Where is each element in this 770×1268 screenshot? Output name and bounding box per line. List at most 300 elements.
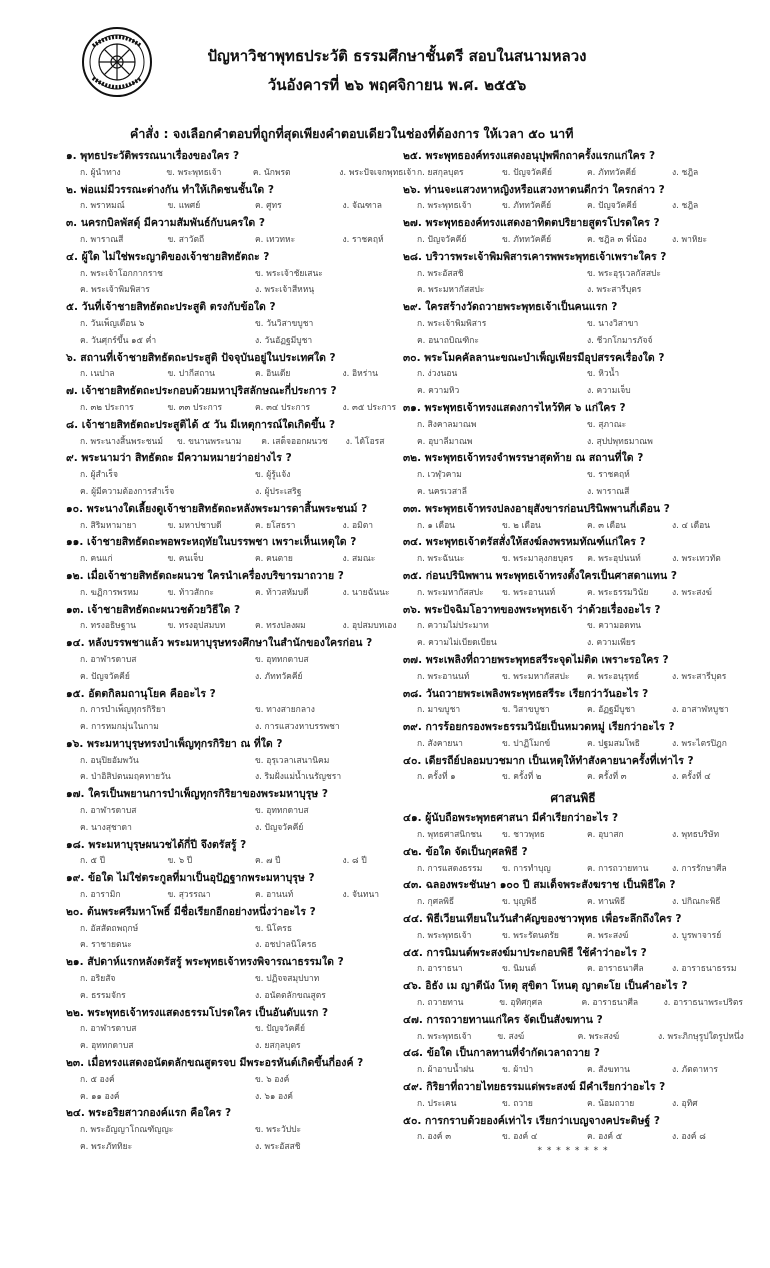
answer-option[interactable]: ง. ราชคฤห์	[342, 234, 384, 245]
answer-option[interactable]: ก. กุศลพิธี	[417, 897, 455, 908]
answer-option[interactable]: ก. อัสสัตถพฤกษ์	[80, 923, 139, 934]
answer-option[interactable]: ค. พระอนุรุทธ์	[587, 671, 640, 682]
question-text: ๒๖. ท่านจะแสวงหาหญิงหรือแสวงหาตนดีกว่า ใครกล่าว ?	[403, 183, 665, 196]
answer-option[interactable]: ง. บูรพาจารย์	[672, 930, 722, 941]
options-row	[66, 1122, 416, 1139]
options-row	[403, 928, 743, 945]
answer-option[interactable]: ค. สังฆทาน	[587, 1065, 630, 1076]
answer-option[interactable]: ก. ประเคน	[417, 1098, 457, 1109]
answer-option[interactable]: ข. คนเจ็บ	[167, 554, 204, 565]
answer-option[interactable]: ง. ได้โอรส	[345, 436, 385, 447]
answer-option[interactable]: ก. ผู้นำทาง	[80, 167, 121, 178]
answer-option[interactable]: ค. พระภัททิยะ	[80, 1142, 133, 1153]
question-text: ๓๕. ก่อนปรินิพพาน พระพุทธเจ้าทรงตั้งใครเป็นศาสดาแทน ?	[403, 569, 677, 582]
options-row	[66, 702, 416, 719]
answer-option[interactable]: ก. ปัญจวัคคีย์	[417, 234, 467, 245]
options-row	[66, 1021, 416, 1038]
question-text: ๔๓. ฉลองพระชันษา ๑๐๐ ปี สมเด็จพระสังฆราช เป็นพิธีใด ?	[403, 879, 676, 892]
options-row	[66, 769, 416, 786]
answer-option[interactable]: ข. พระมหากัสสปะ	[502, 671, 570, 682]
answer-option[interactable]: ก. พระอัญญาโกณฑัญญะ	[80, 1125, 174, 1136]
answer-option[interactable]: ค. ราชายตนะ	[80, 940, 132, 951]
answer-option[interactable]: ก. พระเจ้าพิมพิสาร	[417, 318, 487, 329]
options-row	[66, 719, 416, 736]
answer-option[interactable]: ง. ผู้ประเสริฐ	[255, 486, 302, 497]
question-text: ๓๖. พระปัจฉิมโอวาทของพระพุทธเจ้า ว่าด้วยเรื่องอะไร ?	[403, 603, 661, 616]
options-row	[66, 366, 416, 383]
answer-option[interactable]: ง. อุทิศ	[672, 1098, 698, 1109]
question-text: ๔๙. กิริยาที่ถวายไทยธรรมแด่พระสงฆ์ มีคำเรียกว่าอะไร ?	[403, 1081, 666, 1094]
options-row	[403, 518, 743, 535]
answer-option[interactable]: ค. ๓๔ ประการ	[255, 402, 311, 413]
answer-option[interactable]: ค. ความหิว	[417, 386, 460, 397]
answer-option[interactable]: ข. ๓๓ ประการ	[167, 402, 223, 413]
answer-option[interactable]: ค. อุททกดาบส	[80, 1041, 134, 1052]
answer-option[interactable]: ข. สงฆ์	[497, 1031, 525, 1042]
answer-option[interactable]: ก. พระอัสสชิ	[417, 268, 464, 279]
answer-option[interactable]: ค. ๓ เดือน	[587, 520, 626, 531]
answer-option[interactable]: ก. พระมหากัสสปะ	[417, 587, 484, 598]
answer-option[interactable]: ข. ๒ เดือน	[502, 520, 541, 531]
question-text: ๒๐. ต้นพระศรีมหาโพธิ์ มีชื่อเรียกอีกอย่างหนึ่งว่าอะไร ?	[66, 905, 316, 918]
options-row	[403, 702, 743, 719]
answer-option[interactable]: ก. อารามิก	[80, 890, 121, 901]
answer-option[interactable]: ข. ถวาย	[502, 1098, 533, 1109]
options-row	[66, 551, 416, 568]
answer-option[interactable]: ค. ๑๑ องค์	[80, 1091, 120, 1102]
question-text: ๓. นครกบิลพัสดุ์ มีความสัมพันธ์กับนครใด ?	[66, 217, 265, 230]
answer-option[interactable]: ค. อินเดีย	[255, 369, 291, 380]
question-text: ๕๐. การกราบด้วยองค์เท่าไร เรียกว่าเบญจางคประดิษฐ์ ?	[403, 1114, 660, 1127]
answer-option[interactable]: ง. ภัตตาหาร	[672, 1065, 718, 1076]
question-text: ๑๐. พระนางใดเลี้ยงดูเจ้าชายสิทธัตถะหลังพระมารดาสิ้นพระชนม์ ?	[66, 502, 368, 515]
answer-option[interactable]: ง. ๖๑ องค์	[255, 1091, 293, 1102]
question-text: ๒๑. สัปดาห์แรกหลังตรัสรู้ พระพุทธเจ้าทรงพิจารณาธรรมใด ?	[66, 956, 344, 969]
answer-option[interactable]: ข. ผู้รู้แจ้ง	[255, 470, 291, 481]
question-text: ๔๔. พิธีเวียนเทียนในวันสำคัญของชาวพุทธ เพื่อระลึกถึงใคร ?	[403, 913, 682, 926]
options-row	[403, 861, 743, 878]
answer-option[interactable]: ข. ปากีสถาน	[167, 369, 215, 380]
options-row	[66, 232, 416, 249]
options-row	[403, 383, 743, 400]
exam-title: ปัญหาวิชาพุทธประวัติ ธรรมศึกษาชั้นตรี สอบในสนามหลวง	[207, 47, 587, 65]
answer-option[interactable]: ก. ผู้สำเร็จ	[80, 470, 118, 481]
answer-option[interactable]: ง. พระภิกษุรูปใดรูปหนึ่ง	[657, 1031, 744, 1042]
question-text: ๑๙. ข้อใด ไม่ใช่ตระกูลที่มาเป็นอุปัฏฐากพระมหาบุรุษ ?	[66, 872, 315, 885]
answer-option[interactable]: ก. ฆฏิการพรหม	[80, 587, 139, 598]
answer-option[interactable]: ค. นางสุชาดา	[80, 822, 132, 833]
question-text: ๒. พ่อแม่มีวรรณะต่างกัน ทำให้เกิดชนชั้นใด ?	[66, 183, 274, 196]
options-row	[66, 434, 416, 451]
answer-option[interactable]: ข. พระมาลุงกยบุตร	[501, 554, 574, 565]
answer-option[interactable]: ก. อาฬารดาบส	[80, 654, 137, 665]
answer-option[interactable]: ข. พระอานนท์	[502, 587, 556, 598]
answer-option[interactable]: ข. ชาวพุทธ	[502, 830, 545, 841]
options-row	[66, 282, 416, 299]
answer-option[interactable]: ข. ท้าวสักกะ	[167, 587, 214, 598]
answer-option[interactable]: ง. องค์ ๘	[672, 1132, 706, 1143]
answer-option[interactable]: ค. องค์ ๕	[587, 1132, 623, 1143]
answer-option[interactable]: ง. ครั้งที่ ๔	[672, 772, 711, 783]
answer-option[interactable]: ข. การทำบุญ	[502, 863, 551, 874]
options-row	[403, 961, 743, 978]
options-row	[66, 937, 416, 954]
answer-option[interactable]: ข. บุญพิธี	[502, 897, 537, 908]
answer-option[interactable]: ข. มหาปชาบดี	[167, 520, 222, 531]
answer-option[interactable]: ก. อาฬารดาบส	[80, 1024, 137, 1035]
answer-option[interactable]: ง. การรักษาศีล	[672, 863, 727, 874]
question-text: ๑๗. ใครเป็นพยานการบำเพ็ญทุกรกิริยาของพระมหาบุรุษ ?	[66, 788, 328, 801]
answer-option[interactable]: ก. พระพุทธเจ้า	[417, 1031, 472, 1042]
answer-option[interactable]: ก. ยสกุลบุตร	[417, 167, 464, 178]
options-row	[403, 1062, 743, 1079]
answer-option[interactable]: ค. ครั้งที่ ๓	[587, 772, 627, 783]
answer-option[interactable]: ค. การถวายทาน	[587, 863, 649, 874]
answer-option[interactable]: ค. ท้าวสหัมบดี	[255, 587, 309, 598]
options-row	[403, 484, 743, 501]
answer-option[interactable]: ค. ภัททวัคคีย์	[587, 167, 637, 178]
answer-option[interactable]: ก. อาฬารดาบส	[80, 806, 137, 817]
answer-option[interactable]: ง. อมิตา	[342, 520, 374, 531]
options-row	[403, 282, 743, 299]
answer-option[interactable]: ง. ๘ ปี	[342, 856, 367, 867]
answer-option[interactable]: ข. ปาฏิโมกข์	[502, 738, 551, 749]
options-row	[403, 618, 743, 635]
options-row	[403, 827, 743, 844]
answer-option[interactable]: ก. พระพุทธเจ้า	[417, 930, 472, 941]
answer-option[interactable]: ข. ปัญจวัคคีย์	[255, 1024, 305, 1035]
options-row	[66, 266, 416, 283]
answer-option[interactable]: ก. เนปาล	[80, 369, 115, 380]
answer-option[interactable]: ง. พาหิยะ	[672, 234, 708, 245]
right-column	[403, 148, 743, 1156]
answer-option[interactable]: ข. วิสาขบูชา	[502, 705, 550, 716]
answer-option[interactable]: ค. พระอุปนนท์	[587, 554, 641, 565]
answer-option[interactable]: ก. พระพุทธเจ้า	[417, 201, 472, 212]
answer-option[interactable]: ง. ชีวกโกมารภัจจ์	[587, 335, 653, 346]
answer-option[interactable]: ก. พระเจ้าโอกกากราช	[80, 268, 163, 279]
options-row	[66, 853, 416, 870]
options-row	[403, 769, 743, 786]
answer-option[interactable]: ค. พระเจ้าพิมพิสาร	[80, 285, 150, 296]
answer-option[interactable]: ค. อุบาสก	[587, 830, 624, 841]
answer-option[interactable]: ง. พระเจ้าสีหหนุ	[255, 285, 315, 296]
answer-option[interactable]: ข. อุรุเวลาเสนานิคม	[255, 755, 330, 766]
question-text: ๓๒. พระพุทธเจ้าทรงจำพรรษาสุดท้าย ณ สถานที่ใด ?	[403, 452, 644, 465]
answer-option[interactable]: ค. น้อมถวาย	[587, 1098, 635, 1109]
answer-option[interactable]: ค. ปฐมสมโพธิ	[587, 738, 640, 749]
answer-option[interactable]: ก. ครั้งที่ ๑	[417, 772, 456, 783]
answer-option[interactable]: ค. การหมกมุ่นในกาม	[80, 722, 159, 733]
options-row	[66, 1089, 416, 1106]
answer-option[interactable]: ข. องค์ ๔	[502, 1132, 538, 1143]
question-text: ๑๒. เมื่อเจ้าชายสิทธัตถะผนวช ใครนำเครื่องบริขารมาถวาย ?	[66, 569, 344, 582]
question-text: ๗. เจ้าชายสิทธัตถะประกอบด้วยมหาปุริสลักษณะกี่ประการ ?	[66, 385, 337, 398]
answer-option[interactable]: ง. พาราณสี	[587, 486, 630, 497]
answer-option[interactable]: ง. พระไตรปิฎก	[672, 738, 727, 749]
answer-option[interactable]: ข. พระรัตนตรัย	[502, 930, 559, 941]
answer-option[interactable]: ค. ผู้มีความต้องการสำเร็จ	[80, 486, 175, 497]
answer-option[interactable]: ก. พุทธศาสนิกชน	[417, 830, 482, 841]
answer-option[interactable]: ข. สุภาณะ	[587, 419, 627, 430]
answer-option[interactable]: ง. อาราธนาธรรม	[672, 964, 737, 975]
options-row	[66, 316, 416, 333]
options-row	[66, 971, 416, 988]
answer-option[interactable]: ข. ๖ ปี	[167, 856, 193, 867]
answer-option[interactable]: ข. ราชคฤห์	[587, 470, 630, 481]
answer-option[interactable]: ข. สุวรรณา	[167, 890, 211, 901]
answer-option[interactable]: ง. อาสาฬหบูชา	[672, 705, 729, 716]
answer-option[interactable]: ค. ชฎิล ๓ พี่น้อง	[587, 234, 647, 245]
options-row	[403, 894, 743, 911]
options-row	[66, 585, 416, 602]
answer-option[interactable]: ข. นิโครธ	[255, 923, 293, 934]
question-text: ๓๑. พระพุทธเจ้าทรงแสดงการไหว้ทิศ ๖ แก่ใคร ?	[403, 401, 626, 414]
answer-option[interactable]: ง. สมณะ	[342, 554, 376, 565]
answer-option[interactable]: ค. อัฏฐมีบูชา	[587, 705, 636, 716]
answer-option[interactable]: ก. เวฬุวคาม	[417, 470, 462, 481]
answer-option[interactable]: ง. สุปปพุทธมาณพ	[587, 436, 653, 447]
answer-option[interactable]: ข. พระเจ้าชัยเสนะ	[255, 268, 323, 279]
answer-option[interactable]: ก. ๓๒ ประการ	[80, 402, 134, 413]
answer-option[interactable]: ง. อุปสมบทเอง	[342, 621, 397, 632]
options-row	[403, 316, 743, 333]
options-row	[66, 887, 416, 904]
answer-option[interactable]: ข. วันวิสาขบูชา	[255, 318, 314, 329]
answer-option[interactable]: ข. อุททกดาบส	[255, 654, 309, 665]
answer-option[interactable]: ข. ๖ องค์	[255, 1074, 290, 1085]
answer-option[interactable]: ข. หิวน้ำ	[587, 369, 620, 380]
answer-option[interactable]: ค. ทรงปลงผม	[255, 621, 306, 632]
options-row	[66, 652, 416, 669]
answer-option[interactable]: ค. วันศุกร์ขึ้น ๑๕ ค่ำ	[80, 335, 157, 346]
question-text: ๑๖. พระมหาบุรุษทรงบำเพ็ญทุกรกิริยา ณ ที่ใด ?	[66, 737, 283, 750]
answer-option[interactable]: ก. สังคายนา	[417, 738, 463, 749]
exam-date: วันอังคารที่ ๒๖ พฤศจิกายน พ.ศ. ๒๕๕๖	[267, 76, 527, 94]
answer-option[interactable]: ง. อาราธนาพระปริตร	[663, 998, 743, 1009]
answer-option[interactable]: ง. ชฎิล	[672, 167, 699, 178]
options-row	[66, 1038, 416, 1055]
options-row	[66, 1072, 416, 1089]
options-row	[66, 333, 416, 350]
options-row	[66, 988, 416, 1005]
answer-option[interactable]: ง. จัณฑาล	[342, 201, 382, 212]
options-row	[403, 736, 743, 753]
question-text: ๔. ผู้ใด ไม่ใช่พระญาติของเจ้าชายสิทธัตถะ ?	[66, 250, 270, 263]
answer-option[interactable]: ข. ขนานพระนาม	[176, 436, 242, 447]
answer-option[interactable]: ก. คนแก่	[80, 554, 113, 565]
answer-option[interactable]: ก. สิงคาลมาณพ	[417, 419, 477, 430]
answer-option[interactable]: ก. พระอานนท์	[417, 671, 470, 682]
answer-option[interactable]: ง. พุทธบริษัท	[672, 830, 720, 841]
question-text: ๘. เจ้าชายสิทธัตถะประสูติได้ ๕ วัน มีเหตุการณ์ใดเกิดขึ้น ?	[66, 418, 336, 431]
answer-option[interactable]: ข. ภัททวัคคีย์	[502, 201, 552, 212]
answer-option[interactable]: ค. อาราธนาศีล	[581, 998, 639, 1009]
answer-option[interactable]: ก. สิริมหามายา	[80, 520, 137, 531]
question-text: ๒๔. พระอริยสาวกองค์แรก คือใคร ?	[66, 1107, 232, 1120]
answer-option[interactable]: ค. ศูทร	[255, 201, 282, 212]
answer-option[interactable]: ง. จันทนา	[342, 890, 380, 901]
instruction: คำสั่ง : จงเลือกคำตอบที่ถูกที่สุดเพียงคำตอบเดียวในช่องที่ต้องการ ให้เวลา ๕๐ นาที	[130, 126, 574, 141]
options-row	[403, 467, 743, 484]
answer-option[interactable]: ก. ความไม่ประมาท	[417, 621, 489, 632]
answer-option[interactable]: ง. การแสวงหาบรรพชา	[255, 722, 340, 733]
answer-option[interactable]: ง. พระปัจเจกพุทธเจ้า	[339, 167, 417, 178]
section-title: ศาสนพิธี	[550, 791, 596, 806]
answer-option[interactable]: ง. ชฎิล	[672, 201, 699, 212]
answer-option[interactable]: ก. ๕ ปี	[80, 856, 106, 867]
answer-option[interactable]: ง. พระสงฆ์	[672, 587, 712, 598]
answer-option[interactable]: ก. การแสดงธรรม	[417, 863, 483, 874]
question-text: ๔๒. ข้อใด จัดเป็นกุศลพิธี ?	[403, 845, 528, 858]
answer-option[interactable]: ข. ความอดทน	[587, 621, 642, 632]
answer-option[interactable]: ค. ป่าอิสิปตนมฤคทายวัน	[80, 772, 171, 783]
answer-option[interactable]: ค. ปัญจวัคคีย์	[80, 671, 130, 682]
options-row	[403, 333, 743, 350]
answer-option[interactable]: ง. พระสารีบุตร	[672, 671, 727, 682]
answer-option[interactable]: ก. ง่วงนอน	[417, 369, 458, 380]
answer-option[interactable]: ข. อุททกดาบส	[255, 806, 309, 817]
answer-option[interactable]: ค. ทานพิธี	[587, 897, 626, 908]
answer-option[interactable]: ค. พระธรรมวินัย	[587, 587, 649, 598]
question-text: ๓๘. วันถวายพระเพลิงพระพุทธสรีระ เรียกว่าวันอะไร ?	[403, 687, 649, 700]
answer-option[interactable]: ง. ปัญจวัคคีย์	[255, 822, 304, 833]
answer-option[interactable]: ข. ทางสายกลาง	[255, 705, 315, 716]
options-row	[403, 669, 743, 686]
answer-option[interactable]: ง. พระเทวทัต	[672, 554, 721, 565]
answer-option[interactable]: ก. ถวายทาน	[417, 998, 464, 1009]
answer-option[interactable]: ก. วันเพ็ญเดือน ๖	[80, 318, 145, 329]
question-text: ๔๖. อิธัง เม ญาตีนัง โหตุ สุขิตา โหนตุ ญาตะโย เป็นคำอะไร ?	[403, 980, 688, 993]
options-row	[66, 400, 416, 417]
answer-option[interactable]: ง. พระสารีบุตร	[587, 285, 642, 296]
options-row	[403, 551, 743, 568]
answer-option[interactable]: ค. ความไม่เบียดเบียน	[417, 638, 497, 649]
options-row	[403, 1096, 743, 1113]
answer-option[interactable]: ค. เสด็จออกผนวช	[261, 436, 328, 447]
answer-option[interactable]: ค. อุบาลีมาณพ	[417, 436, 473, 447]
options-row	[66, 921, 416, 938]
answer-option[interactable]: ข. ครั้งที่ ๒	[502, 772, 542, 783]
answer-option[interactable]: ค. อนาถบิณฑิกะ	[417, 335, 479, 346]
answer-option[interactable]: ก. พาราณสี	[80, 234, 124, 245]
answer-option[interactable]: ค. พระสงฆ์	[587, 930, 629, 941]
answer-option[interactable]: ง. นายฉันนะ	[342, 587, 390, 598]
answer-option[interactable]: ค. ปัญจวัคคีย์	[587, 201, 637, 212]
options-row	[403, 1129, 743, 1146]
seal-logo	[81, 26, 153, 98]
answer-option[interactable]: ค. ๗ ปี	[255, 856, 281, 867]
answer-option[interactable]: ก. ผ้าอาบน้ำฝน	[417, 1065, 474, 1076]
answer-option[interactable]: ข. ทรงอุปสมบท	[167, 621, 226, 632]
answer-option[interactable]: ค. นักพรต	[252, 167, 291, 178]
question-text: ๔๗. การถวายทานแก่ใคร จัดเป็นสังฆทาน ?	[403, 1013, 603, 1026]
question-text: ๓๐. พระโมคคัลลานะขณะบำเพ็ญเพียรมีอุปสรรคเรื่องใด ?	[403, 351, 665, 364]
answer-option[interactable]: ข. นางวิสาขา	[587, 318, 639, 329]
question-text: ๒๗. พระพุทธองค์ทรงแสดงอาทิตตปริยายสูตรโปรดใคร ?	[403, 217, 660, 230]
options-row	[403, 1029, 743, 1046]
answer-option[interactable]: ข. พระอุรุเวลกัสสปะ	[587, 268, 661, 279]
question-text: ๒๘. บริวารพระเจ้าพิมพิสารเคารพพระพุทธเจ้าเพราะใคร ?	[403, 250, 667, 263]
answer-option[interactable]: ก. อนุปิยอัมพวัน	[80, 755, 139, 766]
answer-option[interactable]: ง. อิหร่าน	[342, 369, 378, 380]
answer-option[interactable]: ง. พระอัสสชิ	[255, 1142, 301, 1153]
options-row	[66, 467, 416, 484]
question-text: ๑๕. อัตตกิลมถานุโยค คืออะไร ?	[66, 687, 216, 700]
answer-option[interactable]: ง. ความเพียร	[587, 638, 636, 649]
answer-option[interactable]: ข. อุทิศกุศล	[499, 998, 543, 1009]
answer-option[interactable]: ง. ยสกุลบุตร	[255, 1041, 301, 1052]
answer-option[interactable]: ง. ความเจ็บ	[587, 386, 631, 397]
answer-option[interactable]: ค. ยโสธรา	[255, 520, 296, 531]
answer-option[interactable]: ค. คนตาย	[255, 554, 293, 565]
answer-option[interactable]: ก. การบำเพ็ญทุกรกิริยา	[80, 705, 166, 716]
question-text: ๔๐. เดียรถีย์ปลอมบวชมาก เป็นเหตุให้ทำสังคายนาครั้งที่เท่าไร ?	[403, 754, 694, 767]
answer-option[interactable]: ก. พระนางสิ้นพระชนม์	[80, 436, 163, 447]
answer-option[interactable]: ก. อาราธนา	[417, 964, 463, 975]
answer-option[interactable]: ค. พระมหากัสสปะ	[417, 285, 485, 296]
answer-option[interactable]: ค. อานนท์	[255, 890, 294, 901]
options-row	[403, 585, 743, 602]
question-text: ๔๘. ข้อใด เป็นกาลทานที่จำกัดเวลาถวาย ?	[403, 1047, 600, 1060]
options-row	[403, 417, 743, 434]
answer-option[interactable]: ข. พระวัปปะ	[255, 1125, 302, 1136]
answer-option[interactable]: ข. แพศย์	[167, 201, 201, 212]
options-row	[66, 484, 416, 501]
answer-option[interactable]: ก. มาฆบูชา	[417, 705, 461, 716]
answer-option[interactable]: ง. ปกิณกะพิธี	[672, 897, 721, 908]
answer-option[interactable]: ข. พระพุทธเจ้า	[166, 167, 222, 178]
options-row	[403, 995, 743, 1012]
answer-option[interactable]: ค. ธรรมจักร	[80, 990, 126, 1001]
answer-option[interactable]: ก. ทรงอธิษฐาน	[80, 621, 137, 632]
answer-option[interactable]: ง. วันอัฏฐมีบูชา	[255, 335, 313, 346]
question-text: ๑๔. หลังบรรพชาแล้ว พระมหาบุรุษทรงศึกษาในสำนักของใครก่อน ?	[66, 637, 373, 650]
options-row	[403, 434, 743, 451]
answer-option[interactable]: ก. พระฉันนะ	[417, 554, 465, 565]
question-text: ๙. พระนามว่า สิทธัตถะ มีความหมายว่าอย่างไร ?	[66, 452, 292, 465]
answer-option[interactable]: ค. เทวทหะ	[255, 234, 296, 245]
options-row	[403, 266, 743, 283]
answer-option[interactable]: ง. ๓๕ ประการ	[342, 402, 397, 413]
answer-option[interactable]: ก. ๑ เดือน	[417, 520, 455, 531]
answer-option[interactable]: ข. นิมนต์	[502, 964, 536, 975]
question-text: ๒๙. ใครสร้างวัดถวายพระพุทธเจ้าเป็นคนแรก ?	[403, 301, 618, 314]
answer-option[interactable]: ง. ริมฝั่งแม่น้ำเนรัญชรา	[255, 772, 342, 783]
question-text: ๓๙. การร้อยกรองพระธรรมวินัยเป็นหมวดหมู่ เรียกว่าอะไร ?	[403, 721, 675, 734]
answer-option[interactable]: ง. อนัตตลักขณสูตร	[255, 990, 326, 1001]
answer-option[interactable]: ค. พระสงฆ์	[577, 1031, 620, 1042]
question-text: ๔๕. การนิมนต์พระสงฆ์มาประกอบพิธี ใช้คำว่าอะไร ?	[403, 946, 647, 959]
question-text: ๒๕. พระพุทธองค์ทรงแสดงอนุปุพพีกถาครั้งแรกแก่ใคร ?	[403, 150, 656, 162]
answer-option[interactable]: ง. ๔ เดือน	[672, 520, 711, 531]
answer-option[interactable]: ง. ภัททวัคคีย์	[255, 671, 303, 682]
answer-option[interactable]: ข. ปฏิจจสมุปบาท	[255, 974, 320, 985]
answer-option[interactable]: ข. ปัญจวัคคีย์	[502, 167, 552, 178]
answer-option[interactable]: ข. ภัททวัคคีย์	[502, 234, 552, 245]
answer-option[interactable]: ง. อชปาลนิโครธ	[255, 940, 317, 951]
answer-option[interactable]: ข. ผ้าป่า	[502, 1065, 534, 1076]
options-row	[403, 635, 743, 652]
answer-option[interactable]: ค. อาราธนาศีล	[587, 964, 644, 975]
options-row	[66, 518, 416, 535]
answer-option[interactable]: ก. ๕ องค์	[80, 1074, 115, 1085]
answer-option[interactable]: ก. พราหมณ์	[80, 201, 125, 212]
answer-option[interactable]: ก. อริยสัจ	[80, 974, 116, 985]
answer-option[interactable]: ก. องค์ ๓	[417, 1132, 452, 1143]
answer-option[interactable]: ข. สาวัตถี	[167, 234, 205, 245]
answer-option[interactable]: ค. นครเวสาลี	[417, 486, 467, 497]
